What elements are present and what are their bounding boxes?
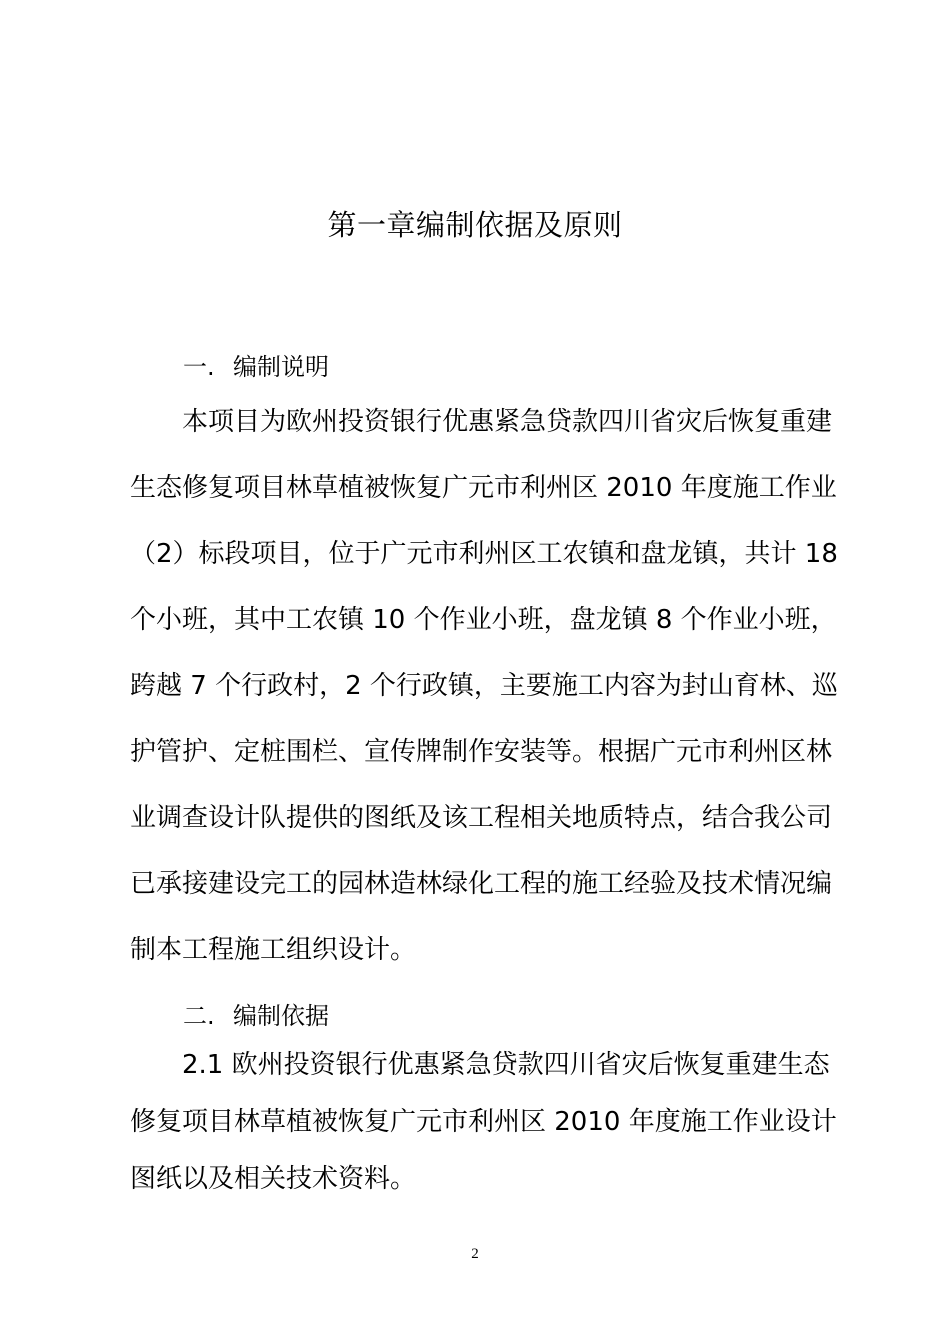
section-heading-1 [183,350,329,384]
section-heading-2 [183,999,329,1033]
paragraph-line: 个小班，其中工农镇 10 个作业小班，盘龙镇 8 个作业小班， [130,605,837,635]
paragraph-line: （2）标段项目，位于广元市利州区工农镇和盘龙镇，共计 18 [130,539,838,569]
paragraph-line: 生态修复项目林草植被恢复广元市利州区 2010 年度施工作业 [130,473,837,503]
page-number: 2 [471,1246,479,1262]
paragraph-line: 业调查设计队提供的图纸及该工程相关地质特点，结合我公司 [130,803,833,833]
paragraph-line: 跨越 7 个行政村，2 个行政镇，主要施工内容为封山育林、巡 [130,671,838,701]
paragraph-line: 护管护、定桩围栏、宣传牌制作安装等。根据广元市利州区林 [130,737,833,767]
paragraph-line: 制本工程施工组织设计。 [130,935,417,965]
section-number: 一. [183,353,215,381]
paragraph-line: 修复项目林草植被恢复广元市利州区 2010 年度施工作业设计 [130,1107,837,1137]
section-title: 编制说明 [233,353,329,381]
paragraph-line: 已承接建设完工的园林造林绿化工程的施工经验及技术情况编 [130,869,833,899]
paragraph-line: 2.1 欧州投资银行优惠紧急贷款四川省灾后恢复重建生态 [182,1050,830,1080]
paragraph-line: 本项目为欧州投资银行优惠紧急贷款四川省灾后恢复重建 [182,407,833,437]
section-1-paragraph [130,389,838,983]
section-title: 编制依据 [233,1002,329,1030]
section-number: 二. [183,1002,215,1030]
chapter-title: 第一章编制依据及原则 [327,208,623,242]
paragraph-line: 图纸以及相关技术资料。 [130,1164,417,1194]
section-2-paragraph [130,1037,837,1208]
